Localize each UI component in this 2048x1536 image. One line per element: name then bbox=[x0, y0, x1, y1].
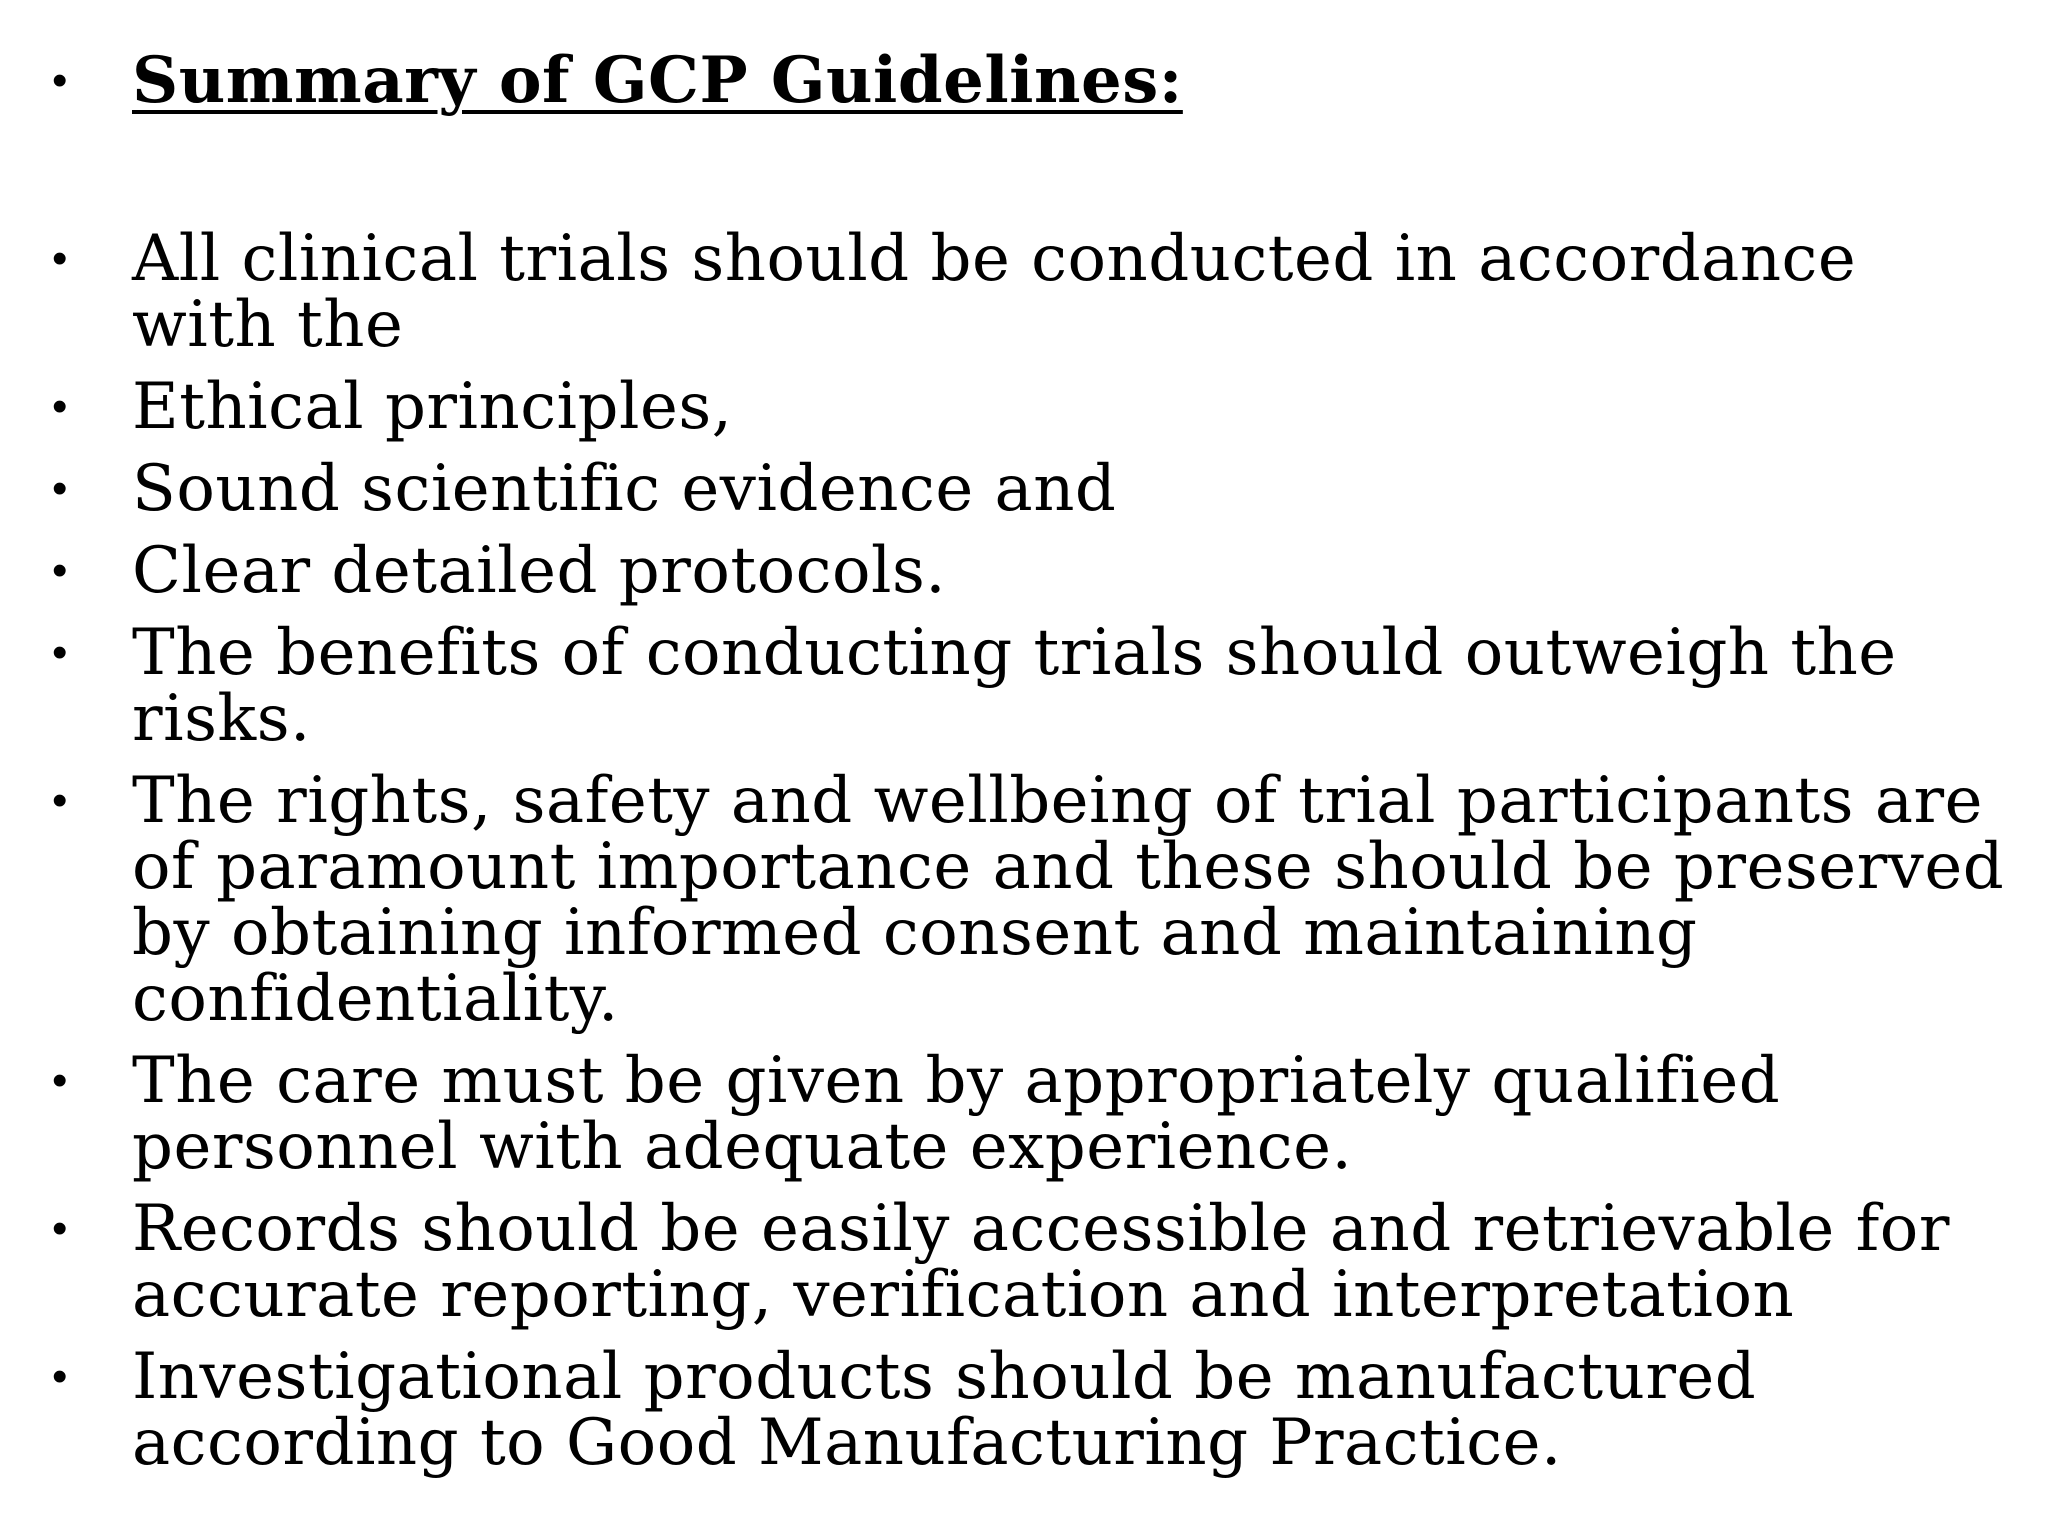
bullet-icon: • bbox=[52, 1056, 68, 1105]
bullet-icon: • bbox=[52, 546, 68, 595]
bullet-text: Investigational products should be manufactured according to Good Manufacturing Practice. bbox=[132, 1340, 1757, 1480]
bullet-icon: • bbox=[52, 776, 68, 825]
bullet-icon: • bbox=[52, 464, 68, 513]
bullet-icon: • bbox=[52, 1352, 68, 1401]
bullet-text: Sound scientific evidence and bbox=[132, 452, 1117, 526]
bullet-text: Ethical principles, bbox=[132, 370, 733, 444]
bullet-text: The rights, safety and wellbeing of trial participants are of paramount importance and these should be preserved by obtaining informed consent and maintaining confidentiality. bbox=[132, 764, 2005, 1036]
bullet-text: The benefits of conducting trials should outweigh the risks. bbox=[132, 616, 1897, 756]
bullet-icon: • bbox=[52, 234, 68, 283]
bullet-icon: • bbox=[52, 56, 68, 105]
bullet-icon: • bbox=[52, 1204, 68, 1253]
bullet-text: All clinical trials should be conducted in accordance with the bbox=[132, 222, 1857, 362]
bullet-text: The care must be given by appropriately qualified personnel with adequate experience. bbox=[132, 1044, 1781, 1184]
bullet-text: Records should be easily accessible and retrievable for accurate reporting, verification and interpretation bbox=[132, 1192, 1950, 1332]
slide-title: Summary of GCP Guidelines: bbox=[132, 43, 1183, 118]
bullet-text: Clear detailed protocols. bbox=[132, 534, 947, 608]
bullet-icon: • bbox=[52, 382, 68, 431]
bullet-icon: • bbox=[52, 628, 68, 677]
